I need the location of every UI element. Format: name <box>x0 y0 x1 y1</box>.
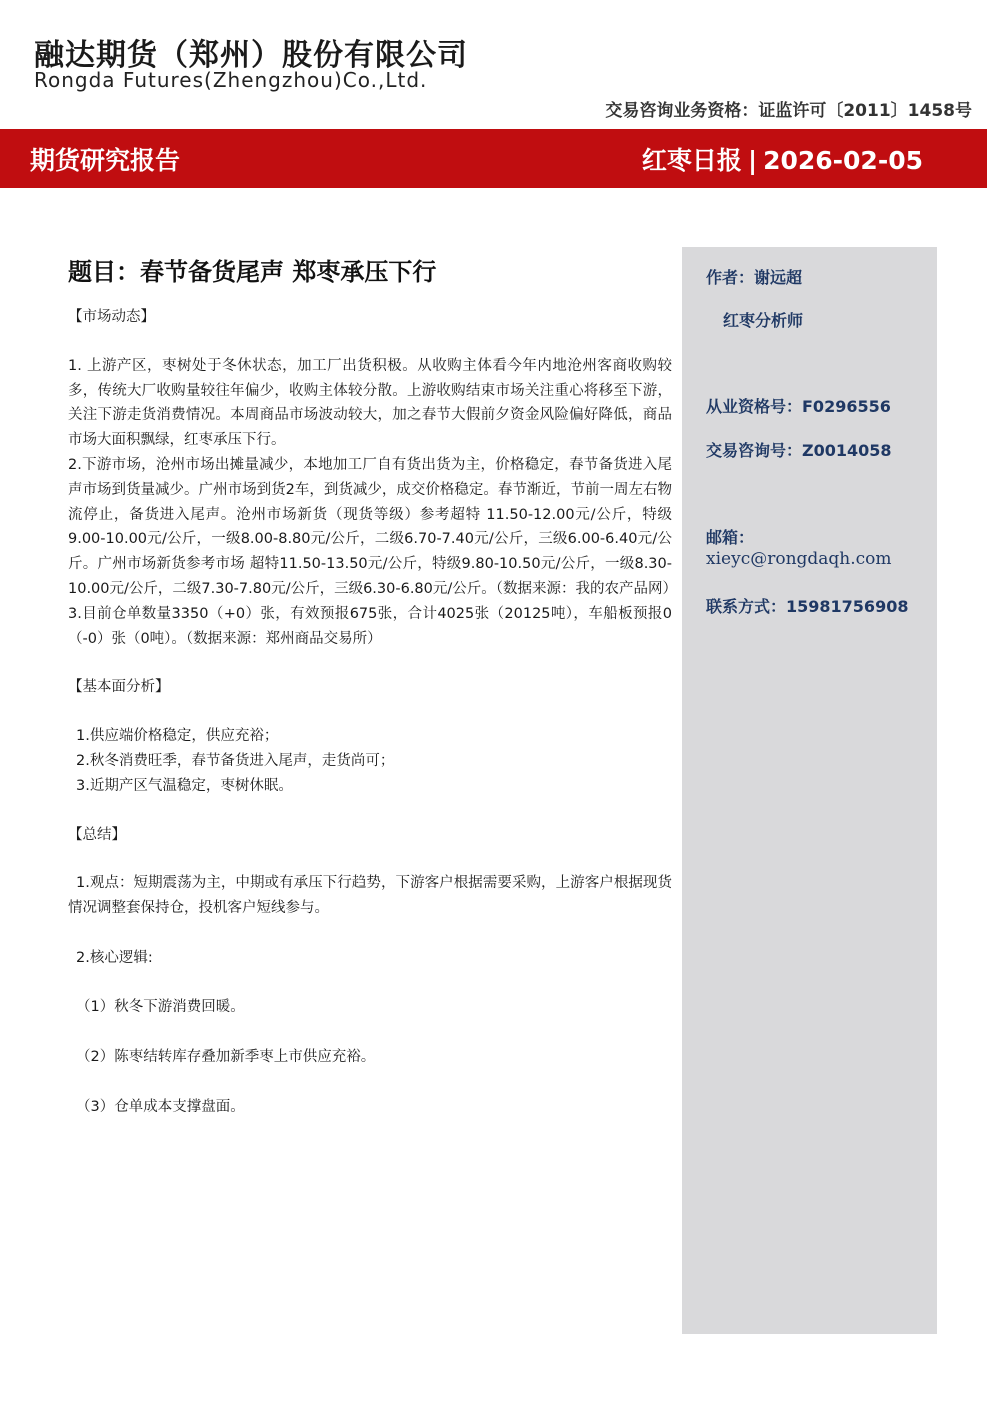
author-role: 红枣分析师 <box>723 311 804 330</box>
banner-report-type: 期货研究报告 <box>30 146 181 175</box>
summary-heading: 【总结】 <box>68 826 126 843</box>
fundamentals-item: 1.供应端价格稳定，供应充裕； <box>76 728 279 745</box>
fundamentals-item: 2.秋冬消费旺季，春节备货进入尾声，走货尚可； <box>76 752 395 769</box>
email-label: 邮箱： <box>706 528 755 547</box>
banner-date: 2026-02-05 <box>763 146 923 175</box>
summary-view: 1.观点：短期震荡为主，中期或有承压下行趋势，下游客户根据需要采购，上游客户根据现货情况调整套保持仓，投机客户短线参与。 <box>68 875 672 917</box>
banner-report-name: 红枣日报 <box>641 146 742 175</box>
fundamentals-list <box>68 724 672 798</box>
summary-logic-item: （2）陈枣结转库存叠加新季枣上市供应充裕。 <box>76 1048 376 1065</box>
author-name: 作者：谢远超 <box>706 268 803 287</box>
summary-logic-item: （3）仓单成本支撑盘面。 <box>76 1098 245 1115</box>
market-paragraph-3: 3.目前仓单数量3350（+0）张，有效预报675张，合计4025张（20125吨），车船板预报0（-0）张（0吨）。（数据来源：郑州商品交易所） <box>68 605 672 647</box>
summary-logic-item: （1）秋冬下游消费回暖。 <box>76 999 245 1016</box>
banner-separator: | <box>747 146 758 175</box>
article-title: 题目：春节备货尾声 郑枣承压下行 <box>68 258 437 286</box>
market-paragraph-1: 1. 上游产区，枣树处于冬休状态，加工厂出货积极。从收购主体看今年内地沧州客商收购较多，传统大厂收购量较往年偏少，收购主体较分散。上游收购结束市场关注重心将移至下游，关注下游走货消费情况。本周商品市场波动较大，加之春节大假前夕资金风险偏好降低，商品市场大面积飘绿，红枣承压下行。 <box>68 357 672 449</box>
article-body <box>68 252 678 1119</box>
qualification-number: 从业资格号：F0296556 <box>706 397 891 416</box>
fundamentals-heading: 【基本面分析】 <box>68 679 170 696</box>
market-paragraph-2: 2.下游市场，沧州市场出摊量减少，本地加工厂自有货出货为主，价格稳定，春节备货进入尾声市场到货量减少。广州市场到货2车，到货减少，成交价格稳定。春节渐近，节前一周左右物流停止，备货进入尾声。沧州市场新货（现货等级）参考超特 11.50-12.00元/公斤，特级9.00-10.00元/公斤，一级8.00-8.80元/公斤，二级6.70-7.40元/公斤，三级6.00-6.40元/公斤。广州市场新货参考市场 超特11.50-13.50元/公斤，特级9.80-10.50元/公斤，一级8.30-10.00元/公斤，二级7.30-7.80元/公斤，三级6.30-6.80元/公斤。（数据来源：我的农产品网） <box>68 456 678 597</box>
fundamentals-section <box>68 675 672 798</box>
license-text: 交易咨询业务资格：证监许可〔2011〕1458号 <box>605 101 972 121</box>
company-name-en: Rongda Futures(Zhengzhou)Co.,Ltd. <box>34 68 428 92</box>
author-sidebar <box>682 247 937 1334</box>
fundamentals-item: 3.近期产区气温稳定，枣树休眠。 <box>76 777 293 794</box>
market-heading: 【市场动态】 <box>68 309 155 325</box>
summary-section <box>68 823 672 1120</box>
banner-report-title <box>642 141 923 177</box>
summary-logic-heading: 2.核心逻辑: <box>76 949 153 966</box>
market-section <box>68 305 678 651</box>
report-banner <box>0 129 987 188</box>
contact-phone: 联系方式：15981756908 <box>706 597 909 616</box>
company-name-cn: 融达期货（郑州）股份有限公司 <box>34 38 468 73</box>
consult-number: 交易咨询号：Z0014058 <box>706 441 892 460</box>
email-address[interactable]: xieyc@rongdaqh.com <box>706 549 892 569</box>
